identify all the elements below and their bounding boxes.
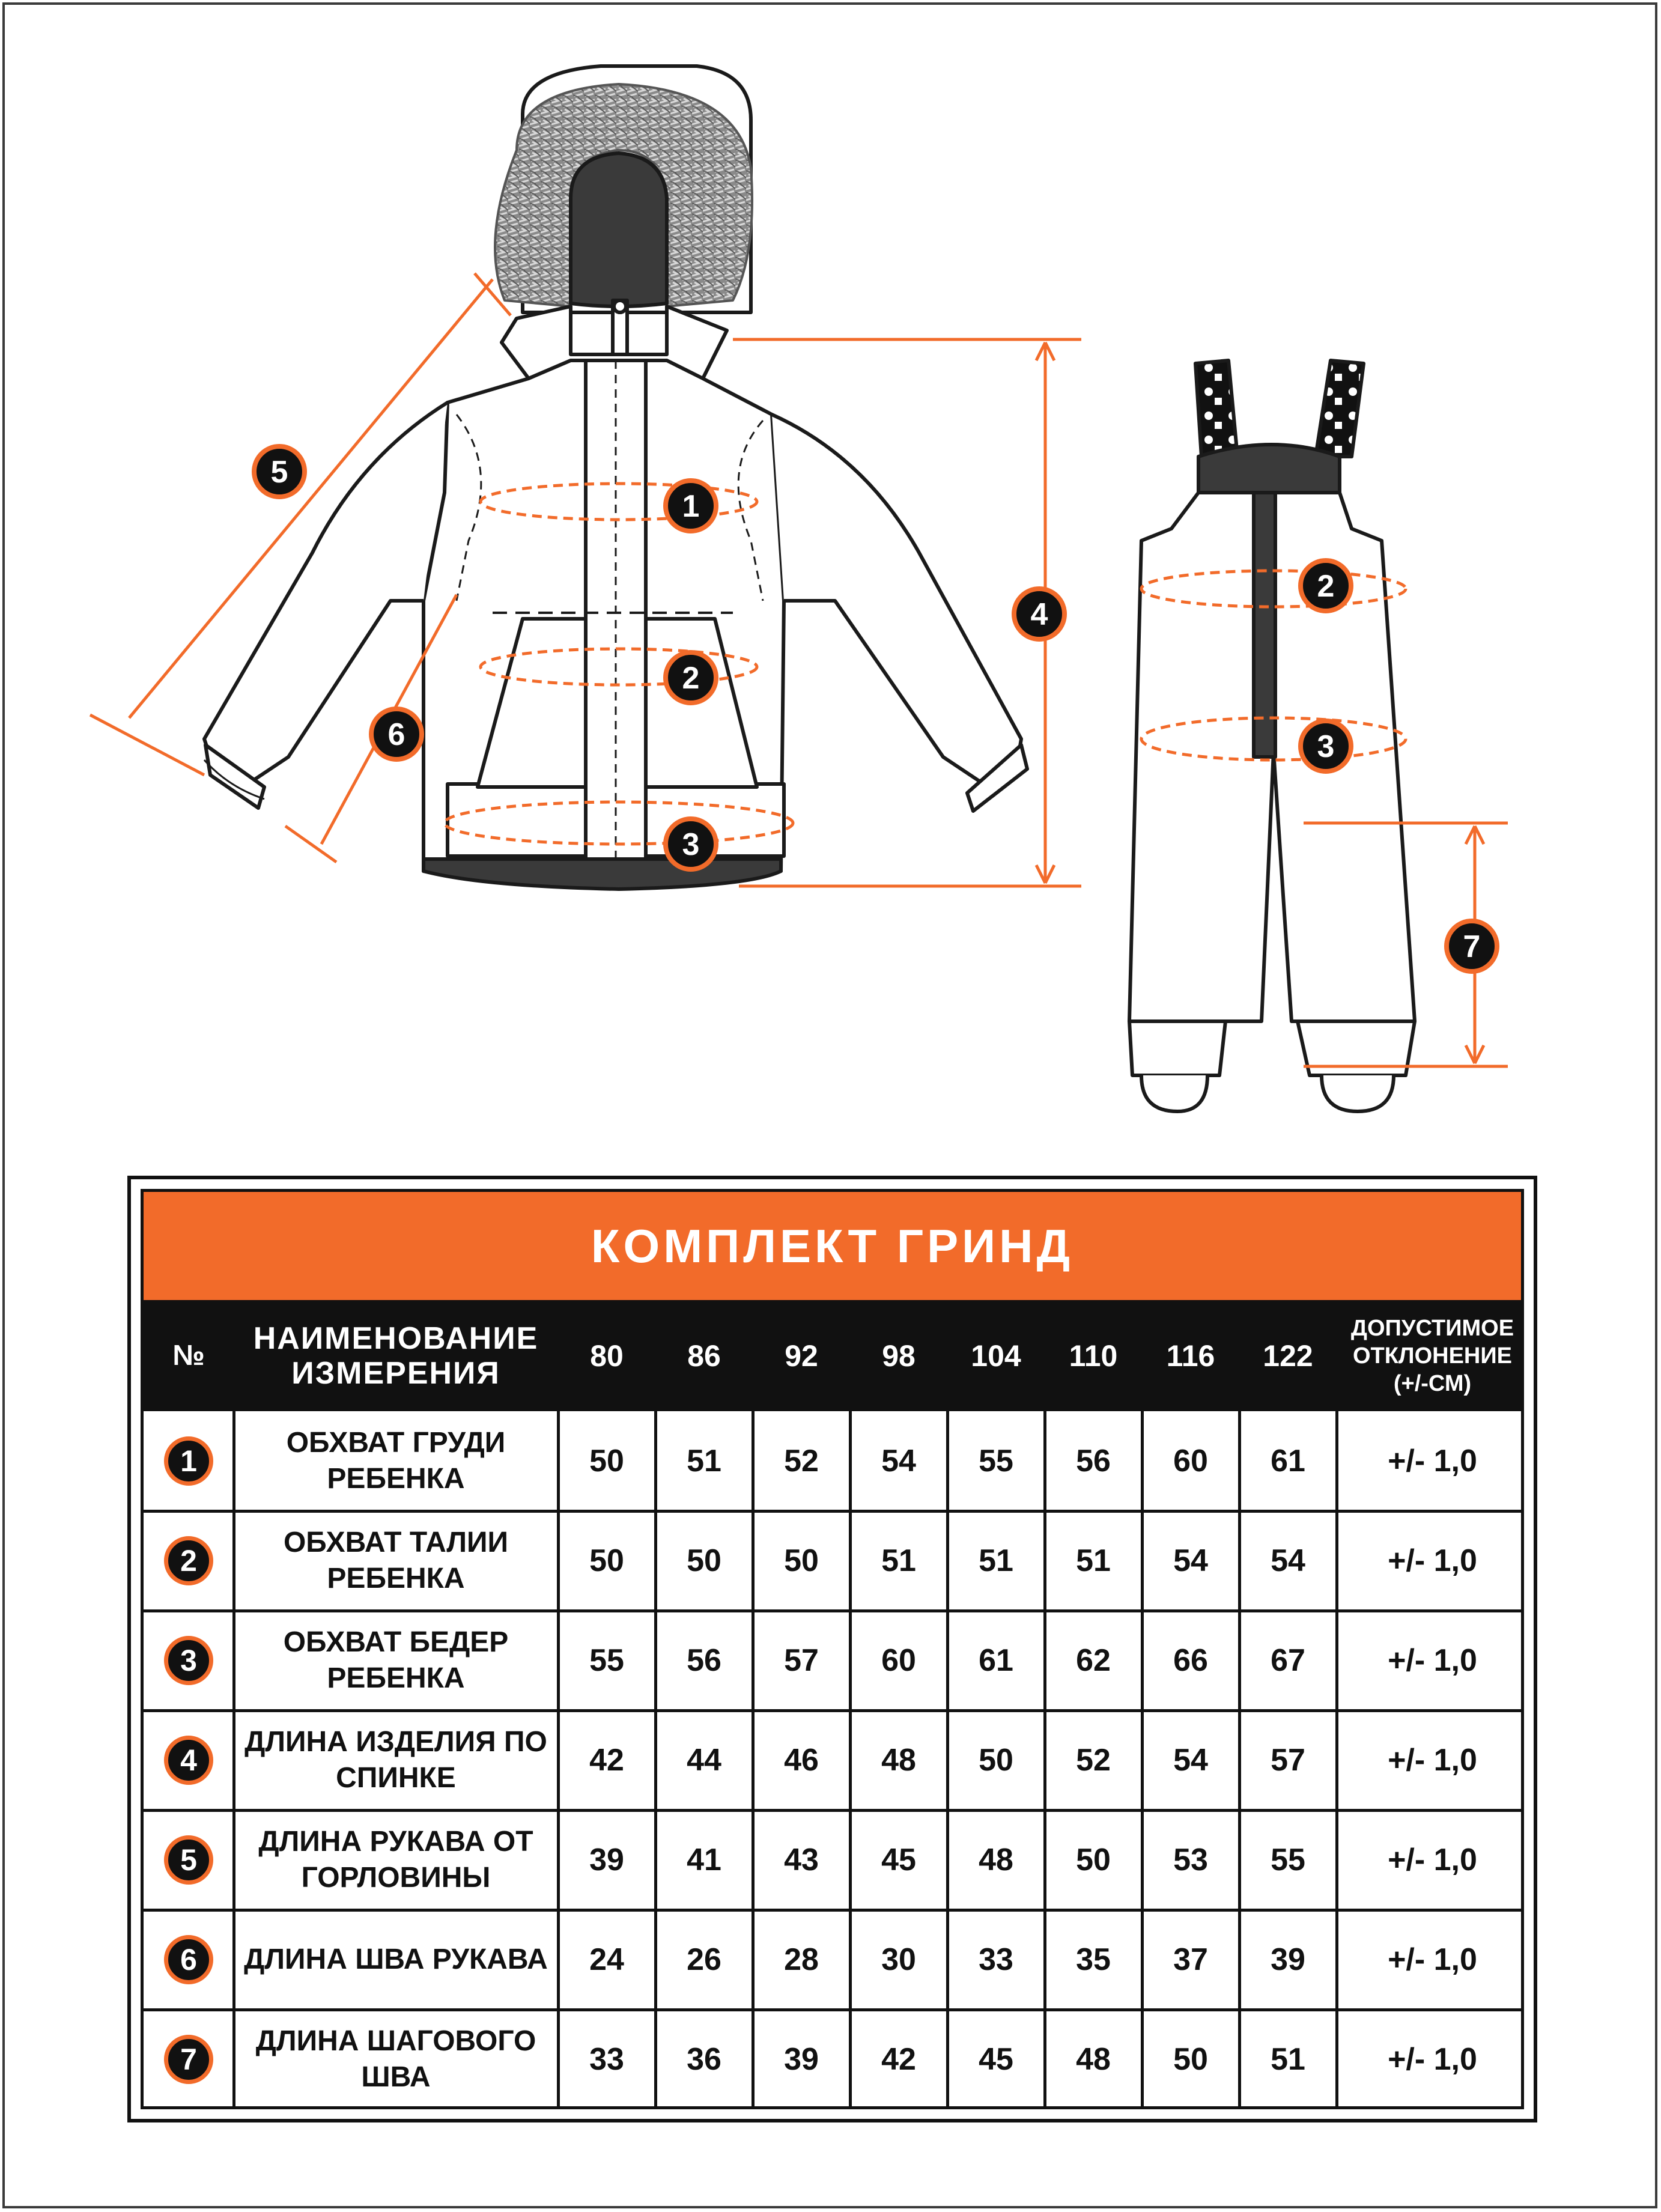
size-value-cell: 42 bbox=[881, 2042, 916, 2077]
header-tolerance-line2: ОТКЛОНЕНИЕ bbox=[1352, 1343, 1513, 1369]
size-value-cell: 50 bbox=[589, 1543, 624, 1578]
measurement-name-line1: ДЛИНА ШАГОВОГО bbox=[255, 2025, 536, 2057]
table-header bbox=[144, 1300, 1521, 1411]
row-number-badge: 2 bbox=[164, 1536, 213, 1585]
overalls-drawing bbox=[1129, 360, 1415, 1111]
row-number-badge: 3 bbox=[164, 1636, 213, 1685]
measurement-name-line1: ДЛИНА РУКАВА ОТ bbox=[258, 1826, 533, 1858]
measurement-name-line2: ГОРЛОВИНЫ bbox=[301, 1862, 491, 1894]
size-value-cell: 60 bbox=[881, 1643, 916, 1678]
size-value-cell: 56 bbox=[687, 1643, 721, 1678]
size-table bbox=[127, 1176, 1537, 2122]
size-value-cell: 45 bbox=[881, 1843, 916, 1877]
row-number-badge: 1 bbox=[164, 1436, 213, 1486]
table-row bbox=[144, 1710, 1521, 1810]
svg-text:6: 6 bbox=[387, 717, 405, 752]
measurement-name-line1: ОБХВАТ ГРУДИ bbox=[286, 1427, 506, 1459]
header-size-122: 122 bbox=[1263, 1338, 1313, 1373]
measurement-name bbox=[234, 1910, 558, 2010]
measure-marker-4 bbox=[1014, 589, 1064, 639]
row-num-cell bbox=[144, 1810, 234, 1910]
size-value-cell: 33 bbox=[589, 2042, 624, 2077]
size-value-cell: 50 bbox=[589, 1444, 624, 1478]
column-divider bbox=[752, 1411, 755, 2109]
size-value-cell: 45 bbox=[979, 2042, 1013, 2077]
header-size-116: 116 bbox=[1166, 1338, 1215, 1373]
column-divider bbox=[946, 1411, 949, 2109]
measure-marker-1 bbox=[666, 481, 716, 531]
size-value-cell: 50 bbox=[1173, 2042, 1208, 2077]
svg-text:5: 5 bbox=[270, 455, 288, 490]
size-value-cell: 57 bbox=[1271, 1743, 1305, 1778]
size-value-cell: 48 bbox=[881, 1743, 916, 1778]
size-value-cell: 51 bbox=[881, 1543, 916, 1578]
row-num-cell bbox=[144, 1611, 234, 1710]
overalls-marker-7 bbox=[1447, 921, 1497, 971]
measurement-name bbox=[234, 1511, 558, 1611]
header-num: № bbox=[172, 1340, 205, 1372]
size-value-cell: 43 bbox=[784, 1843, 819, 1877]
size-value-cell: 57 bbox=[784, 1643, 819, 1678]
row-num-cell bbox=[144, 1411, 234, 1511]
size-value-cell: 53 bbox=[1173, 1843, 1208, 1877]
size-value-cell: 39 bbox=[784, 2042, 819, 2077]
svg-text:3: 3 bbox=[682, 827, 700, 862]
column-divider bbox=[1238, 1411, 1241, 2109]
size-value-cell: 42 bbox=[589, 1743, 624, 1778]
measurement-name-line1: ДЛИНА ШВА РУКАВА bbox=[244, 1943, 548, 1975]
size-value-cell: 67 bbox=[1271, 1643, 1305, 1678]
table-row bbox=[144, 1511, 1521, 1611]
size-value-cell: 26 bbox=[687, 1942, 721, 1977]
size-value-cell: 56 bbox=[1076, 1444, 1111, 1478]
size-value-cell: 62 bbox=[1076, 1643, 1111, 1678]
row-num-cell bbox=[144, 1910, 234, 2010]
size-value-cell: 51 bbox=[1076, 1543, 1111, 1578]
size-value-cell: 55 bbox=[589, 1643, 624, 1678]
row-number-badge: 6 bbox=[164, 1935, 213, 1984]
size-value-cell: 52 bbox=[1076, 1743, 1111, 1778]
size-value-cell: 24 bbox=[589, 1942, 624, 1977]
svg-text:3: 3 bbox=[1317, 729, 1335, 764]
measurement-name bbox=[234, 1411, 558, 1511]
header-size-110: 110 bbox=[1069, 1338, 1118, 1373]
table-row bbox=[144, 2010, 1521, 2109]
size-value-cell: 54 bbox=[1173, 1743, 1208, 1778]
column-divider bbox=[1335, 1411, 1338, 2109]
measurement-name-line2: РЕБЕНКА bbox=[327, 1463, 465, 1495]
size-value-cell: 28 bbox=[784, 1942, 819, 1977]
header-name-line1: НАИМЕНОВАНИЕ bbox=[253, 1320, 539, 1356]
row-number-badge: 7 bbox=[164, 2035, 213, 2084]
size-table-inner bbox=[141, 1189, 1524, 2109]
measurement-name bbox=[234, 2010, 558, 2109]
row-num-cell bbox=[144, 2010, 234, 2109]
row-num-cell bbox=[144, 1710, 234, 1810]
size-value-cell: 54 bbox=[1271, 1543, 1305, 1578]
size-value-cell: 55 bbox=[1271, 1843, 1305, 1877]
measurement-name bbox=[234, 1710, 558, 1810]
svg-text:1: 1 bbox=[682, 489, 700, 524]
size-value-cell: 30 bbox=[881, 1942, 916, 1977]
header-tolerance-line1: ДОПУСТИМОЕ bbox=[1350, 1315, 1514, 1341]
row-number-badge: 4 bbox=[164, 1736, 213, 1785]
size-value-cell: 50 bbox=[1076, 1843, 1111, 1877]
tolerance-cell: +/- 1,0 bbox=[1388, 1843, 1477, 1877]
measurement-name bbox=[234, 1611, 558, 1710]
tolerance-cell: +/- 1,0 bbox=[1388, 1743, 1477, 1778]
size-value-cell: 39 bbox=[589, 1843, 624, 1877]
overalls-marker-3 bbox=[1301, 721, 1351, 771]
tolerance-cell: +/- 1,0 bbox=[1388, 1543, 1477, 1578]
table-row bbox=[144, 1411, 1521, 1511]
measure-marker-3 bbox=[666, 819, 716, 869]
table-row bbox=[144, 1910, 1521, 2010]
header-tolerance bbox=[1337, 1300, 1524, 1411]
measurement-name-line2: ШВА bbox=[361, 2061, 431, 2093]
size-value-cell: 54 bbox=[881, 1444, 916, 1478]
table-title: КОМПЛЕКТ ГРИНД bbox=[144, 1192, 1521, 1300]
header-tolerance-line3: (+/-СМ) bbox=[1393, 1370, 1472, 1396]
column-divider bbox=[654, 1411, 657, 2109]
size-value-cell: 46 bbox=[784, 1743, 819, 1778]
size-value-cell: 51 bbox=[687, 1444, 721, 1478]
size-value-cell: 55 bbox=[979, 1444, 1013, 1478]
column-divider bbox=[1043, 1411, 1046, 2109]
column-divider bbox=[557, 1411, 560, 2109]
measurement-name-line1: ОБХВАТ ТАЛИИ bbox=[283, 1527, 509, 1558]
measurement-name-line2: РЕБЕНКА bbox=[327, 1662, 465, 1694]
size-value-cell: 50 bbox=[784, 1543, 819, 1578]
header-size-98: 98 bbox=[882, 1338, 916, 1373]
measurement-name-line2: СПИНКЕ bbox=[336, 1762, 456, 1794]
header-size-80: 80 bbox=[590, 1338, 624, 1373]
size-value-cell: 41 bbox=[687, 1843, 721, 1877]
table-row bbox=[144, 1810, 1521, 1910]
size-value-cell: 35 bbox=[1076, 1942, 1111, 1977]
svg-text:4: 4 bbox=[1030, 597, 1048, 632]
size-value-cell: 66 bbox=[1173, 1643, 1208, 1678]
row-num-cell bbox=[144, 1511, 234, 1611]
measure-marker-2 bbox=[666, 652, 716, 703]
row-number-badge: 5 bbox=[164, 1835, 213, 1885]
size-value-cell: 52 bbox=[784, 1444, 819, 1478]
size-value-cell: 48 bbox=[979, 1843, 1013, 1877]
svg-text:2: 2 bbox=[682, 661, 700, 696]
size-value-cell: 60 bbox=[1173, 1444, 1208, 1478]
measurement-name-line1: ДЛИНА ИЗДЕЛИЯ ПО bbox=[244, 1726, 547, 1758]
size-value-cell: 50 bbox=[687, 1543, 721, 1578]
size-value-cell: 39 bbox=[1271, 1942, 1305, 1977]
size-value-cell: 51 bbox=[979, 1543, 1013, 1578]
header-size-86: 86 bbox=[687, 1338, 721, 1373]
svg-text:2: 2 bbox=[1317, 569, 1335, 604]
size-value-cell: 61 bbox=[1271, 1444, 1305, 1478]
size-value-cell: 33 bbox=[979, 1942, 1013, 1977]
size-value-cell: 54 bbox=[1173, 1543, 1208, 1578]
measurement-name bbox=[234, 1810, 558, 1910]
size-value-cell: 51 bbox=[1271, 2042, 1305, 2077]
column-divider bbox=[1141, 1411, 1144, 2109]
measure-marker-5 bbox=[254, 446, 305, 497]
header-size-92: 92 bbox=[785, 1338, 818, 1373]
size-value-cell: 37 bbox=[1173, 1942, 1208, 1977]
header-name-line2: ИЗМЕРЕНИЯ bbox=[291, 1355, 500, 1391]
measurement-name-line2: РЕБЕНКА bbox=[327, 1563, 465, 1594]
table-row bbox=[144, 1611, 1521, 1710]
tolerance-cell: +/- 1,0 bbox=[1388, 1444, 1477, 1478]
column-divider bbox=[849, 1411, 852, 2109]
measure-marker-6 bbox=[371, 709, 422, 759]
size-value-cell: 48 bbox=[1076, 2042, 1111, 2077]
svg-text:7: 7 bbox=[1463, 929, 1481, 964]
tolerance-cell: +/- 1,0 bbox=[1388, 1643, 1477, 1678]
tolerance-cell: +/- 1,0 bbox=[1388, 1942, 1477, 1977]
measurement-name-line1: ОБХВАТ БЕДЕР bbox=[283, 1626, 509, 1658]
size-value-cell: 44 bbox=[687, 1743, 721, 1778]
size-value-cell: 50 bbox=[979, 1743, 1013, 1778]
header-size-104: 104 bbox=[971, 1338, 1021, 1373]
header-name bbox=[234, 1300, 558, 1411]
size-value-cell: 61 bbox=[979, 1643, 1013, 1678]
size-value-cell: 36 bbox=[687, 2042, 721, 2077]
overalls-marker-2 bbox=[1301, 561, 1351, 611]
tolerance-cell: +/- 1,0 bbox=[1388, 2042, 1477, 2077]
column-divider bbox=[232, 1411, 235, 2109]
